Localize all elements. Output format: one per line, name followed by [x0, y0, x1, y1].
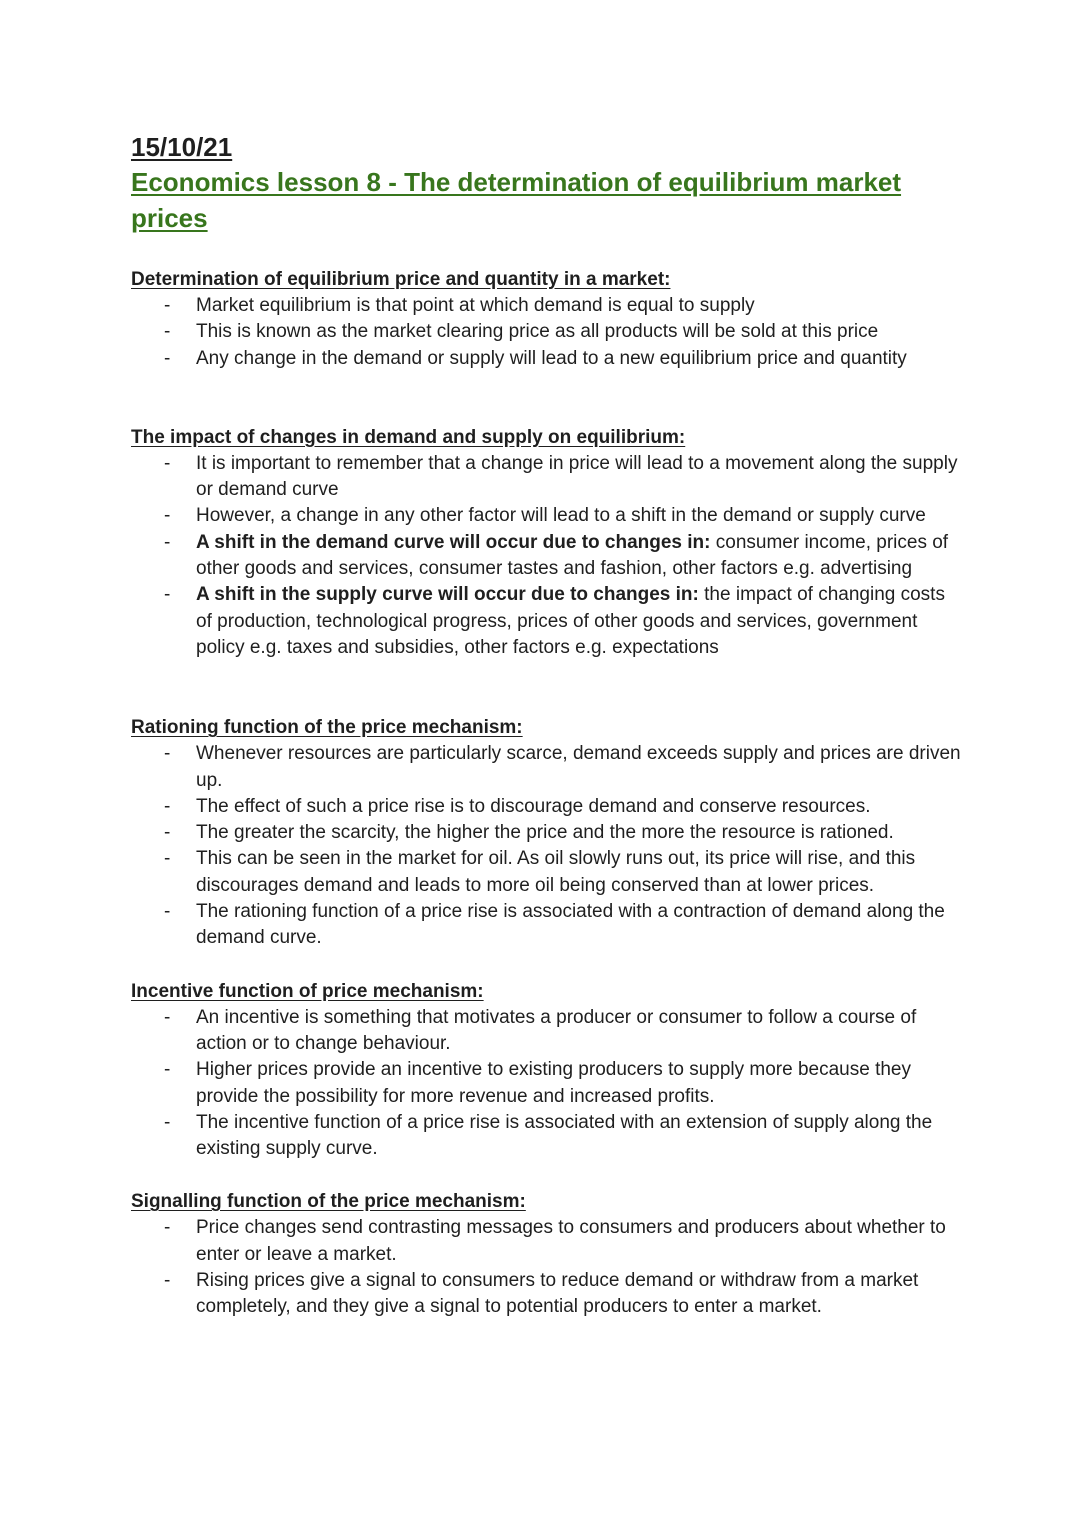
list-item	[131, 899, 961, 952]
list-item-text: Rising prices give a signal to consumers to reduce demand or withdraw from a market completely, and they give a signal to potential producers to enter a market.	[196, 1270, 919, 1318]
list-item-text: Price changes send contrasting messages to consumers and producers about whether to enter or leave a market.	[196, 1217, 946, 1265]
dash-bullet: -	[164, 452, 171, 474]
list-item	[131, 1005, 961, 1058]
dash-bullet: -	[164, 1059, 171, 1081]
dash-bullet: -	[164, 901, 171, 923]
dash-bullet: -	[164, 1270, 171, 1292]
document-title: Economics lesson 8 - The determination of equilibrium market prices	[131, 167, 902, 233]
dash-bullet: -	[164, 795, 171, 817]
dash-bullet: -	[164, 295, 171, 316]
list-item	[131, 346, 961, 372]
dash-bullet: -	[164, 1217, 171, 1239]
list-item-text: This is known as the market clearing price as all products will be sold at this price	[196, 321, 879, 343]
list-item-text: An incentive is something that motivates a producer or consumer to follow a course of action or to change behaviour.	[196, 1006, 917, 1054]
list-item	[131, 582, 961, 661]
bullet-list	[131, 1215, 961, 1320]
document-date: 15/10/21	[131, 132, 233, 162]
list-item-text: This can be seen in the market for oil. As oil slowly runs out, its price will rise, and this discourages demand and leads to more oil being conserved than at lower prices.	[196, 848, 916, 896]
bullet-list	[131, 741, 961, 951]
bullet-list	[131, 451, 961, 661]
dash-bullet: -	[164, 848, 171, 870]
section-heading: Rationing function of the price mechanism:	[131, 717, 523, 739]
list-item-text: Whenever resources are particularly scarce, demand exceeds supply and prices are driven up.	[196, 743, 961, 791]
section-equilibrium-determination	[131, 267, 961, 372]
dash-bullet: -	[164, 584, 171, 606]
dash-bullet: -	[164, 505, 171, 527]
list-item	[131, 1110, 961, 1163]
section-rationing-function	[131, 715, 961, 951]
section-impact-of-changes	[131, 425, 961, 661]
list-item-bold-lead: A shift in the supply curve will occur due to changes in:	[196, 584, 699, 606]
list-item-text: the impact of changing costs of production, technological progress, prices of other goods and services, government policy e.g. taxes and subsidies, other factors e.g. expectations	[196, 584, 945, 658]
list-item	[131, 451, 961, 504]
bullet-list	[131, 1005, 961, 1163]
list-item	[131, 319, 961, 345]
list-item-text: However, a change in any other factor will lead to a shift in the demand or supply curve	[196, 505, 926, 527]
list-item	[131, 1268, 961, 1321]
list-item-text: The effect of such a price rise is to discourage demand and conserve resources.	[196, 795, 871, 817]
list-item	[131, 503, 961, 529]
list-item-text: Any change in the demand or supply will lead to a new equilibrium price and quantity	[196, 347, 907, 369]
list-item-text: The greater the scarcity, the higher the price and the more the resource is rationed.	[196, 822, 894, 844]
dash-bullet: -	[164, 531, 171, 553]
list-item-text: It is important to remember that a change in price will lead to a movement along the supply or demand curve	[196, 452, 958, 501]
list-item	[131, 794, 961, 820]
section-heading: The impact of changes in demand and supply on equilibrium:	[131, 426, 686, 448]
list-item-bold-lead: A shift in the demand curve will occur due to changes in:	[196, 531, 711, 553]
dash-bullet: -	[164, 1006, 171, 1028]
list-item-text: The incentive function of a price rise is associated with an extension of supply along the existing supply curve.	[196, 1111, 933, 1160]
document-page	[131, 130, 961, 1321]
list-item-text: The rationing function of a price rise is associated with a contraction of demand along the demand curve.	[196, 901, 945, 949]
section-heading: Determination of equilibrium price and quantity in a market:	[131, 269, 671, 290]
dash-bullet: -	[164, 321, 171, 343]
list-item-text: Market equilibrium is that point at which demand is equal to supply	[196, 295, 755, 316]
list-item-text: consumer income, prices of other goods and services, consumer tastes and fashion, other factors e.g. advertising	[196, 531, 949, 580]
section-heading: Incentive function of price mechanism:	[131, 980, 484, 1002]
list-item	[131, 741, 961, 794]
section-heading: Signalling function of the price mechanism:	[131, 1191, 526, 1213]
list-item	[131, 820, 961, 846]
section-signalling-function	[131, 1189, 961, 1320]
list-item-text: Higher prices provide an incentive to existing producers to supply more because they provide the possibility for more revenue and increased profits.	[196, 1059, 911, 1107]
list-item	[131, 530, 961, 583]
dash-bullet: -	[164, 347, 171, 369]
list-item	[131, 1215, 961, 1268]
dash-bullet: -	[164, 743, 171, 765]
dash-bullet: -	[164, 822, 171, 844]
section-incentive-function	[131, 979, 961, 1163]
dash-bullet: -	[164, 1111, 171, 1133]
list-item	[131, 1057, 961, 1110]
list-item	[131, 846, 961, 899]
list-item	[131, 293, 961, 319]
bullet-list	[131, 293, 961, 372]
